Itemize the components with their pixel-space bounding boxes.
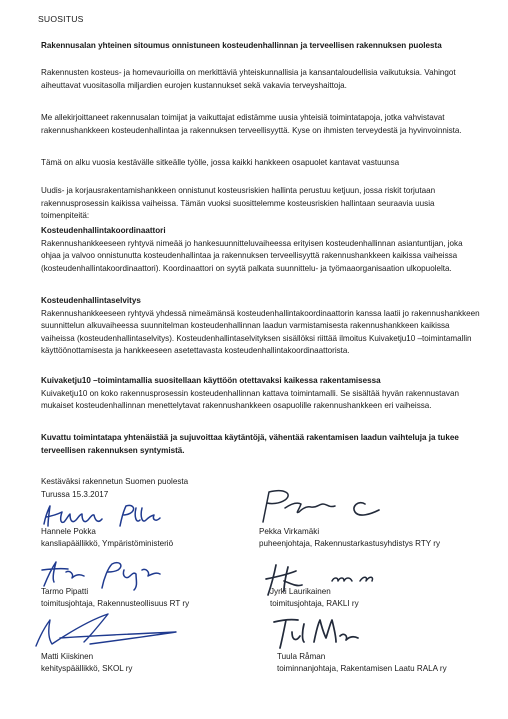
signatory-title: toimitusjohtaja, Rakennusteollisuus RT ry <box>41 599 190 609</box>
document-title: Rakennusalan yhteinen sitoumus onnistuneen kosteudenhallinnan ja terveellisen rakennuksen puolesta <box>41 41 442 50</box>
signatory-5 <box>41 651 132 676</box>
section-kuivaketju10 <box>41 375 481 413</box>
signatory-name: Jyrki Laurikainen <box>270 587 331 596</box>
signatory-name: Matti Kiiskinen <box>41 652 94 661</box>
section-coordinator <box>41 225 481 275</box>
section-heading: Kuivaketju10 –toimintamallia suositellaan käyttöön otettavaksi kaikessa rakentamisessa <box>41 376 381 385</box>
section-heading: Kosteudenhallintakoordinaattori <box>41 226 166 235</box>
signatory-name: Pekka Virkamäki <box>259 527 320 536</box>
intro-paragraph-1: Rakennusten kosteus- ja homevaurioilla on merkittäviä yhteiskunnallisia ja kansantaloudellisia vaikutuksia. Vahingot aiheuttavat vuositasolla miljardien eurojen kustannukset sekä vakavia terveyshaittoja. <box>41 68 456 90</box>
section-heading: Kosteudenhallintaselvitys <box>41 296 141 305</box>
signatory-name: Tuula Råman <box>277 652 326 661</box>
signatory-6 <box>277 651 447 676</box>
date-line: Turussa 15.3.2017 <box>41 489 109 499</box>
place-line: Kestäväksi rakennetun Suomen puolesta <box>41 477 189 486</box>
signatory-title: toimitusjohtaja, RAKLI ry <box>270 599 359 609</box>
signatory-2 <box>259 526 440 551</box>
signature-tuula-raman-icon <box>270 614 370 652</box>
signature-matti-kiiskinen-icon <box>30 606 200 652</box>
signature-pekka-virkamaki-icon <box>255 488 415 524</box>
signatory-title: kansliapäällikkö, Ympäristöministeriö <box>41 539 174 549</box>
signatory-name: Hannele Pokka <box>41 527 96 536</box>
signatory-1 <box>41 526 173 551</box>
signatory-title: toiminnanjohtaja, Rakentamisen Laatu RALA ry <box>277 664 447 674</box>
intro-paragraph-2: Me allekirjoittaneet rakennusalan toimijat ja vaikuttajat edistämme uusia yhteisiä toimintatapoja, jotka vahvistavat rakennushankkeen kosteudenhallintaa ja rakennuksen terveellisyyttä. Kyse on ihmisten terveydestä ja hyvinvoinnista. <box>41 113 462 135</box>
closing-statement: Kuvattu toimintatapa yhtenäistää ja sujuvoittaa käytäntöjä, vähentää rakentamisen laadun vaihteluja ja tukee terveellisen rakennuksen syntymistä. <box>41 433 459 455</box>
section-text: Rakennushankkeeseen ryhtyvä nimeää jo hankesuunnitteluvaiheessa erityisen kosteudenhallinnan asiantuntijan, joka ohjaa ja valvoo onnistunutta kosteudenhallintaa ja rakennuksen terveellisyyttä rakennushankkeen kaikissa vaiheissa (kosteudenhallintakoordinaattori). Koordinaattori on syytä palkata suunnittelu- ja työmaaorganisaation ulkopuolelta. <box>41 238 463 273</box>
signatory-name: Tarmo Pipatti <box>41 587 89 596</box>
signatory-title: kehityspäällikkö, SKOL ry <box>41 664 133 674</box>
document-label: SUOSITUS <box>38 14 84 24</box>
signatory-4 <box>270 586 359 611</box>
intro-paragraph-3: Tämä on alku vuosia kestävälle sitkeälle työlle, jossa kaikki hankkeen osapuolet kantavat vastuunsa <box>41 158 400 167</box>
signatory-title: puheenjohtaja, Rakennustarkastusyhdistys RTY ry <box>259 539 441 549</box>
section-text: Rakennushankkeeseen ryhtyvä yhdessä nimeämänsä kosteudenhallintakoordinaattorin kanssa laatii jo rakennushankkeen suunnittelun alkuvaiheessa suunnitelman kosteudenhallinnan laadun varmistamisesta rakennushankkeen kaikissa vaiheissa (kosteudenhallintaselvitys). Kosteudenhallintaselvityksen sisällöksi riittää ilmoitus Kuivaketju10 –toimintamallin käyttöönottamisesta ja hankkeeseen asetettavasta kosteudenhallintakoordinaattorista. <box>41 308 480 356</box>
section-moisture-report <box>41 295 481 358</box>
intro-paragraph-4: Uudis- ja korjausrakentamishankkeen onnistunut kosteusriskien hallinta perustuu ketjuun, jossa riskit torjutaan rakennusprosessin kaikissa vaiheissa. Tämän vuoksi suosittelemme kosteusriskien hallintaan seuraavia uusia toimenpiteitä: <box>41 186 436 221</box>
section-text: Kuivaketju10 on koko rakennusprosessin kosteudenhallinnan kattava toimintamalli. Se sisältää hyvän rakennustavan mukaiset kosteudenhallinnan menettelytavat rakennushankkeen osapuolille rakennushankkeen eri vaiheissa. <box>41 388 459 411</box>
